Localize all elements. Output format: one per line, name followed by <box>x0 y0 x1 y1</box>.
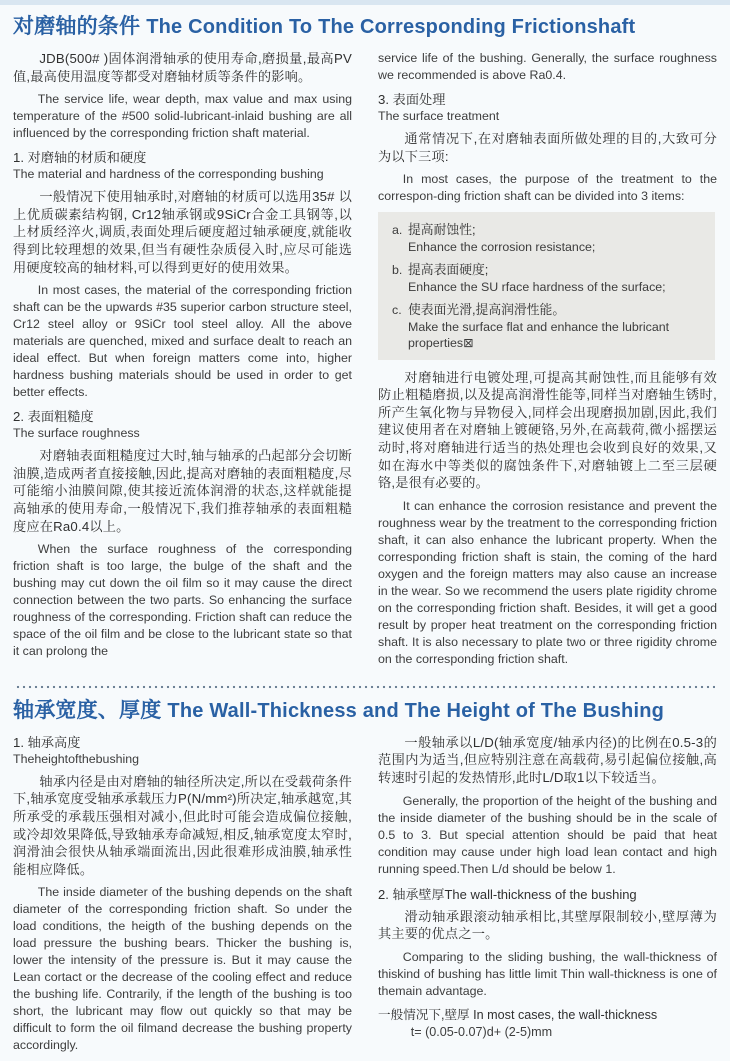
section1-columns <box>13 50 717 675</box>
subsection-heading-en: The surface treatment <box>378 109 500 123</box>
section2-columns <box>13 734 717 1061</box>
subsection-heading-zh: 2. 表面粗糙度 <box>13 409 94 425</box>
section2-right-column <box>378 734 717 1041</box>
paragraph-en: The service life, wear depth, max value and max using temperature of the #500 solid-lubricant-inlaid bushing are all influenced by the corresponding friction shaft material. <box>13 92 352 141</box>
paragraph-en: In most cases, the purpose of the treatment to the correspon-ding friction shaft can be divided into 3 items: <box>378 172 717 204</box>
subsection-heading-en: Theheightofthebushing <box>13 751 140 766</box>
list-item-label: c. <box>392 303 402 318</box>
section2-left-column <box>13 734 352 1061</box>
paragraph-en: service life of the bushing. Generally, the surface roughness we recommended is above Ra0.4. <box>378 51 717 82</box>
subsection-heading-zh: 1. 对磨轴的材质和硬度 <box>13 150 147 166</box>
paragraph-en: It can enhance the corrosion resistance and prevent the roughness wear by the treatment to the corresponding friction shaft, it can also enhance the lubricant property. When the corresponding friction shaft is stain, the coming of the hard oxygen and the foreign matters may also cause an increase in the wear. So we recommend the users plate rigidity chrome on the corresponding friction shaft. Besides, it will get a good result by proper heat treatment on the corresponding friction shaft. It is also necessary to plate two or three rigidity chrome on the corresponding friction shaft. <box>378 498 717 666</box>
section2-title-en: The Wall-Thickness and The Height of The Bushing <box>167 699 665 722</box>
paragraph-en: When the surface roughness of the corresponding friction shaft is too large, the bulge of the shaft and the bushing may cut down the oil film so it may cause the direct connection between the two parts. So enhancing the surface roughness of the corresponding. Friction shaft can reduce the space of the oil film and be close to the lubricant state so that it can prolong the <box>13 542 352 659</box>
list-item <box>392 262 703 295</box>
list-item-label: a. <box>392 223 403 238</box>
subsection-heading-zh: 3. 表面处理 <box>378 92 446 107</box>
section1-title-zh: 对磨轴的条件 <box>13 15 141 38</box>
paragraph-zh: 轴承内径是由对磨轴的轴径所决定,所以在受载荷条件下,轴承宽度受轴承承载压力P(N/mm²)所决定,轴承越宽,其所承受的承载压强相对减小,但此时可能会造成偏位接触,或冷却效果降低,导致轴承寿命减短,相反,轴承宽度太窄时,润滑油会很快从轴承端面流出,因此很难形成油膜,轴承性能相应降低。 <box>13 773 352 877</box>
paragraph-zh: 通常情况下,在对磨轴表面所做处理的目的,大致可分为以下三项: <box>378 131 717 164</box>
paragraph-en: Generally, the proportion of the height of the bushing and the inside diameter of the bushing should be in the scale of 0.5 to 3. But special attention should be paid that heat condition may cause under high load lean contact and high running speed.Then L/d should be below 1. <box>378 793 717 876</box>
paragraph-en: The inside diameter of the bushing depends on the shaft diameter of the corresponding friction shaft. So under the load conditions, the heigth of the bushing depends on the load pressure the bushing bears. Thicker the bushing is, lower the intensity of the pressure is. But it may cause the Lean cortact or the decrease of the cooling effect and reduce the bushing life. Contrarily, if the length of the bushing is too short, the lubricant may flow out quickly so that may be difficult to form the oil filmand decrease the bushing property accordingly. <box>13 885 352 1053</box>
section1-right-column <box>378 50 717 675</box>
list-item <box>392 302 703 352</box>
list-item-en: Make the surface flat and enhance the lubricant properties⊠ <box>408 319 670 351</box>
list-item-zh: 提高耐蚀性; <box>408 222 476 238</box>
list-item-en: Enhance the SU rface hardness of the surface; <box>408 279 666 294</box>
section1-title <box>13 14 717 40</box>
subsection-heading: 2. 轴承壁厚The wall-thickness of the bushing <box>378 886 637 902</box>
paragraph-zh: 滑动轴承跟滚动轴承相比,其壁厚限制较小,壁厚薄为其主要的优点之一。 <box>378 908 717 942</box>
subsection-heading-en: The surface roughness <box>13 426 140 441</box>
wall-thickness-formula <box>378 1007 717 1041</box>
paragraph-zh: 一般轴承以L/D(轴承宽度/轴承内径)的比例在0.5-3的范围内为适当,但应特别注意在高载荷,易引起偏位接触,高转速时引起的发热情形,此时L/D取1以下较适当。 <box>378 734 717 786</box>
paragraph-zh: JDB(500# )固体润滑轴承的使用寿命,磨损量,最高PV值,最高使用温度等都受对磨轴材质等条件的影响。 <box>13 51 352 84</box>
subsection-heading <box>13 408 352 442</box>
paragraph-zh: 一般情况下使用轴承时,对磨轴的材质可以选用35# 以上优质碳素结构钢, Cr12轴承钢或9SiCr合金工具钢等,以上材质经淬火,调质,表面处理后硬度超过轴承硬度,就能收得到比较理想的效果,但当有硬性杂质侵入时,应尽可能选用硬度较高的轴材料,可以得到更好的使用效果。 <box>13 189 352 275</box>
formula-intro: 一般情况下,壁厚 In most cases, the wall-thickness <box>378 1007 658 1022</box>
list-item-zh: 提高表面硬度; <box>408 262 489 278</box>
paragraph-zh: 对磨轴进行电镀处理,可提高其耐蚀性,而且能够有效防止粗糙磨损,以及提高润滑性能等,同样当对磨轴生锈时,所产生氧化物与异物侵入,同样会出现磨损加剧,因此,我们建议使用者在对磨轴上镀硬铬,另外,在高载荷,微小摇摆运动时,将对磨轴进行适当的热处理也会收到良好的效果,又如在海水中等类似的腐蚀条件下,对磨轴镀上二至三层硬铬,是很有必要的。 <box>378 369 717 491</box>
subsection-heading <box>13 149 352 183</box>
section2-title-zh: 轴承宽度、厚度 <box>13 698 162 722</box>
subsection-heading-zh: 1. 轴承高度 <box>13 734 81 750</box>
formula-expression: t= (0.05-0.07)d+ (2-5)mm <box>410 1024 553 1039</box>
paragraph-en: Comparing to the sliding bushing, the wall-thickness of thiskind of bushing has little limit Thin wall-thickness is one of themain advantage. <box>378 949 717 998</box>
list-item-label: b. <box>392 263 403 278</box>
page-content <box>0 5 730 1061</box>
subsection-heading <box>378 91 717 125</box>
paragraph-zh: 对磨轴表面粗糙度过大时,轴与轴承的凸起部分会切断油膜,造成两者直接接触,因此,提高对磨轴的表面粗糙度,尽可能缩小油膜间隙,使其接近流体润滑的状态,这样就能提高轴承的使用寿命,一般情况下,我们推荐轴承的表面粗糙度应在Ra0.4以上。 <box>13 448 352 534</box>
subsection-heading <box>13 734 352 768</box>
subsection-heading-en: The material and hardness of the corresponding bushing <box>13 167 324 182</box>
list-item-zh: 使表面光滑,提高润滑性能。 <box>408 302 566 318</box>
section1-left-column <box>13 50 352 667</box>
section1-title-en: The Condition To The Corresponding Frictionshaft <box>146 16 636 38</box>
treatment-items-box <box>378 212 715 360</box>
section2-title <box>13 698 717 724</box>
list-item-en: Enhance the corrosion resistance; <box>408 239 596 254</box>
dotted-divider <box>15 685 715 689</box>
list-item <box>392 222 703 255</box>
paragraph-en: In most cases, the material of the corresponding friction shaft can be the upwards #35 superior carbon structure steel, Cr12 steel alloy or 9SiCr tool steel alloy. All the above materials are quenched, mixed and surface dealt to reach an ideal effect. But when foreign matters come into, higher hardness bushing materials should be used in order to get better effects. <box>13 283 352 400</box>
